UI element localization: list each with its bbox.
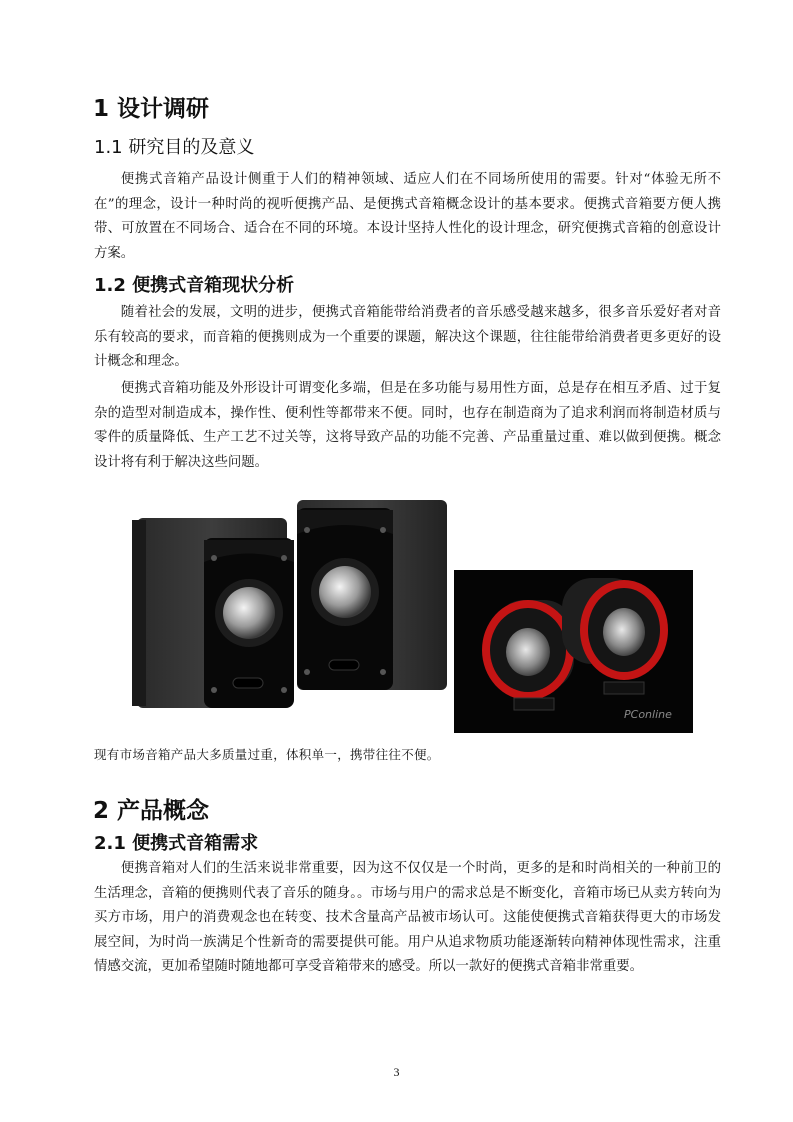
paragraph-1-2-b: 便携式音箱功能及外形设计可谓变化多端，但是在多功能与易用性方面，总是存在相互矛盾、过于复杂的造型对制造成本，操作性、便利性等都带来不便。同时，也存在制造商为了追求利润而将制造材质与零件的质量降低、生产工艺不过关等，这将导致产品的功能不完善、产品重量过重、难以做到便携。概念设计将有利于解决这些问题。 bbox=[94, 381, 721, 470]
figure-caption: 现有市场音箱产品大多质量过重，体积单一，携带往往不便。 bbox=[94, 747, 440, 762]
photo-watermark: PConline bbox=[624, 708, 672, 721]
heading-2-1: 2.1 便携式音箱需求 bbox=[94, 833, 259, 854]
heading-1-2: 1.2 便携式音箱现状分析 bbox=[94, 275, 295, 296]
red-speakers-photo bbox=[454, 570, 693, 733]
speaker-right bbox=[297, 500, 447, 690]
wooden-speakers-photo bbox=[132, 500, 450, 712]
heading-section-2: 2 产品概念 bbox=[93, 798, 210, 824]
page-number: 3 bbox=[393, 1065, 400, 1079]
speaker-left bbox=[132, 518, 294, 708]
paragraph-1-1: 便携式音箱产品设计侧重于人们的精神领域、适应人们在不同场所使用的需要。针对“体验无所不在”的理念，设计一种时尚的视听便携产品、是便携式音箱概念设计的基本要求。便携式音箱要方便人携带、可放置在不同场合、适合在不同的环境。本设计坚持人性化的设计理念，研究便携式音箱的创意设计方案。 bbox=[94, 172, 721, 261]
paragraph-1-2-a: 随着社会的发展，文明的进步，便携式音箱能带给消费者的音乐感受越来越多，很多音乐爱好者对音乐有较高的要求，而音箱的便携则成为一个重要的课题，解决这个课题，往往能带给消费者更多更好的设计概念和理念。 bbox=[94, 305, 721, 370]
paragraph-2-1: 便携音箱对人们的生活来说非常重要，因为这不仅仅是一个时尚，更多的是和时尚相关的一种前卫的生活理念，音箱的便携则代表了音乐的随身。。市场与用户的需求总是不断变化，音箱市场已从卖方转向为买方市场，用户的消费观念也在转变、技术含量高产品被市场认可。这能使便携式音箱获得更大的市场发展空间，为时尚一族满足个性新奇的需要提供可能。用户从追求物质功能逐渐转向精神体现性需求，注重情感交流，更加希望随时随地都可享受音箱带来的感受。所以一款好的便携式音箱非常重要。 bbox=[94, 861, 721, 975]
heading-section-1: 1 设计调研 bbox=[93, 96, 210, 122]
heading-1-1: 1.1 研究目的及意义 bbox=[94, 137, 255, 158]
